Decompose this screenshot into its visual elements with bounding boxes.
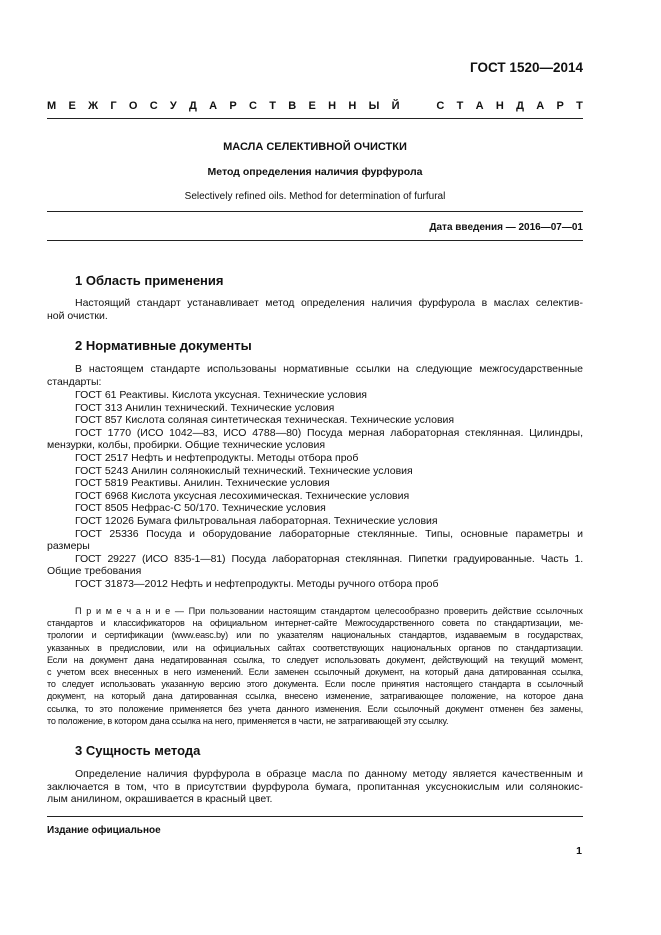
text-line: стандарты: (47, 375, 102, 388)
note-line: документ, на который дана датированная ссылка, внесено изменение, затрагивающее положение, на которое дана (47, 691, 583, 702)
reference-item-continuation: Общие требования (47, 565, 142, 578)
note-line: указанных в предисловии, или на официальных сайтах соответствующих национальных органов по стандартизации. (47, 642, 583, 653)
title-rule (47, 211, 583, 212)
note-line: Если на документ дана недатированная ссылка, то следует использовать документ, действующий на текущий момент, (47, 654, 583, 665)
page-number: 1 (576, 845, 582, 857)
standard-type-letter: А (536, 100, 545, 112)
section-1-heading: 1 Область применения (75, 273, 224, 288)
standard-type-letter: Д (516, 100, 524, 112)
section-3-heading: 3 Сущность метода (75, 743, 201, 758)
standard-type-letter: А (209, 100, 218, 112)
standard-type-letter: Т (269, 100, 276, 112)
reference-item: ГОСТ 25336 Посуда и оборудование лабораторные стеклянные. Типы, основные параметры и (75, 527, 583, 540)
standard-type-letter: Т (456, 100, 464, 112)
reference-item: ГОСТ 1770 (ИСО 1042—83, ИСО 4788—80) Посуда мерная лабораторная стеклянная. Цилиндры, (75, 426, 583, 439)
standard-type-letter: С (436, 100, 445, 112)
reference-item: ГОСТ 31873—2012 Нефть и нефтепродукты. Методы ручного отбора проб (75, 577, 439, 590)
reference-item: ГОСТ 313 Анилин технический. Технические условия (75, 401, 335, 414)
text-line: лым анилином, окрашивается в красный цвет. (47, 793, 273, 806)
reference-item: ГОСТ 5819 Реактивы. Анилин. Технические условия (75, 477, 330, 490)
reference-item-continuation: мензурки, колбы, пробирки. Общие технические условия (47, 439, 326, 452)
date-rule (47, 240, 583, 241)
standard-type-letter: М (47, 100, 57, 112)
note-line: то следует использовать указанную версию этого документа. Если после принятия настоящего стандарта в ссылочный (47, 679, 583, 690)
reference-list (47, 389, 583, 591)
reference-item: ГОСТ 6968 Кислота уксусная лесохимическая. Технические условия (75, 489, 410, 502)
document-subtitle: Метод определения наличия фурфурола (207, 166, 423, 178)
reference-item: ГОСТ 857 Кислота соляная синтетическая техническая. Технические условия (75, 414, 455, 427)
note-block (47, 605, 583, 727)
standard-type-letter: У (169, 100, 177, 112)
standard-type-heading (47, 100, 583, 112)
standard-type-letter: А (475, 100, 484, 112)
text-line: Определение наличия фурфурола в образце масла по данному методу является качественным и (75, 768, 583, 780)
note-line (47, 605, 583, 617)
note-line: трологии и сертификации (www.easc.by) или по указателям национальных стандартов, издаваемым в государствах, (47, 630, 583, 641)
footer-rule (47, 816, 583, 817)
note-text: — При пользовании настоящим стандартом целесообразно проверить действие ссылочных (170, 606, 583, 616)
text-line: Настоящий стандарт устанавливает метод определения наличия фурфурола в маслах селектив- (75, 297, 583, 309)
text-line: ной очистки. (47, 309, 108, 322)
reference-item: ГОСТ 2517 Нефть и нефтепродукты. Методы отбора проб (75, 451, 359, 464)
standard-type-letter: Ж (88, 100, 99, 112)
standard-type-letter: Й (391, 100, 400, 112)
note-line: ссылка, то это положение применяется без учета данного изменения. Если ссылочный документ отменен без замены, (47, 703, 583, 714)
standard-type-letter: В (288, 100, 297, 112)
reference-item: ГОСТ 12026 Бумага фильтровальная лабораторная. Технические условия (75, 514, 438, 527)
standard-type-letter: Т (576, 100, 583, 112)
section-2-intro (47, 363, 583, 388)
reference-item-continuation: размеры (47, 540, 90, 553)
standard-type-letter: Г (110, 100, 117, 112)
standard-type-letter: Н (348, 100, 357, 112)
english-title: Selectively refined oils. Method for determination of furfural (184, 191, 446, 202)
gost-number: ГОСТ 1520—2014 (470, 60, 583, 75)
note-line: стандартов и классификаторов на официальном интернет-сайте Межгосударственного совета по стандартизации, ме- (47, 618, 583, 629)
reference-item: ГОСТ 61 Реактивы. Кислота уксусная. Технические условия (75, 389, 367, 401)
text-line: В настоящем стандарте использованы нормативные ссылки на следующие межгосударственные (75, 363, 583, 375)
reference-item: ГОСТ 8505 Нефрас-С 50/170. Технические условия (75, 502, 326, 515)
section-3-body (47, 768, 583, 806)
standard-type-letter: Р (556, 100, 564, 112)
effective-date: Дата введения — 2016—07—01 (429, 222, 583, 233)
standard-type-letter: Н (328, 100, 337, 112)
standard-type-letter: Е (308, 100, 316, 112)
standard-type-letter: Ы (368, 100, 380, 112)
section-1-body (47, 297, 583, 322)
section-2-heading: 2 Нормативные документы (75, 338, 252, 353)
note-label: П р и м е ч а н и е (75, 606, 171, 616)
standard-type-letter: О (128, 100, 138, 112)
standard-type-letter: Е (68, 100, 76, 112)
note-line: то положение, в котором дана ссылка на него, применяется в части, не затрагивающей эту ссылку. (47, 715, 449, 726)
header-rule (47, 118, 583, 119)
standard-type-letter: Р (229, 100, 237, 112)
standard-type-letter: Д (189, 100, 197, 112)
reference-item: ГОСТ 5243 Анилин солянокислый технический. Технические условия (75, 464, 413, 477)
standard-type-letter: С (149, 100, 158, 112)
reference-item: ГОСТ 29227 (ИСО 835-1—81) Посуда лабораторная стеклянная. Пипетки градуированные. Часть 1. (75, 552, 583, 565)
text-line: заключается в том, что в присутствии фурфурола бумага, пропитанная уксуснокислым или солянокис- (47, 780, 583, 793)
edition-label: Издание официальное (47, 825, 161, 836)
note-line: с учетом всех внесенных в него изменений. Если заменен ссылочный документ, на который дана датированная ссылка, (47, 667, 583, 678)
standard-type-letter: Н (495, 100, 504, 112)
standard-type-letter: С (249, 100, 257, 112)
document-title: МАСЛА СЕЛЕКТИВНОЙ ОЧИСТКИ (223, 141, 407, 153)
